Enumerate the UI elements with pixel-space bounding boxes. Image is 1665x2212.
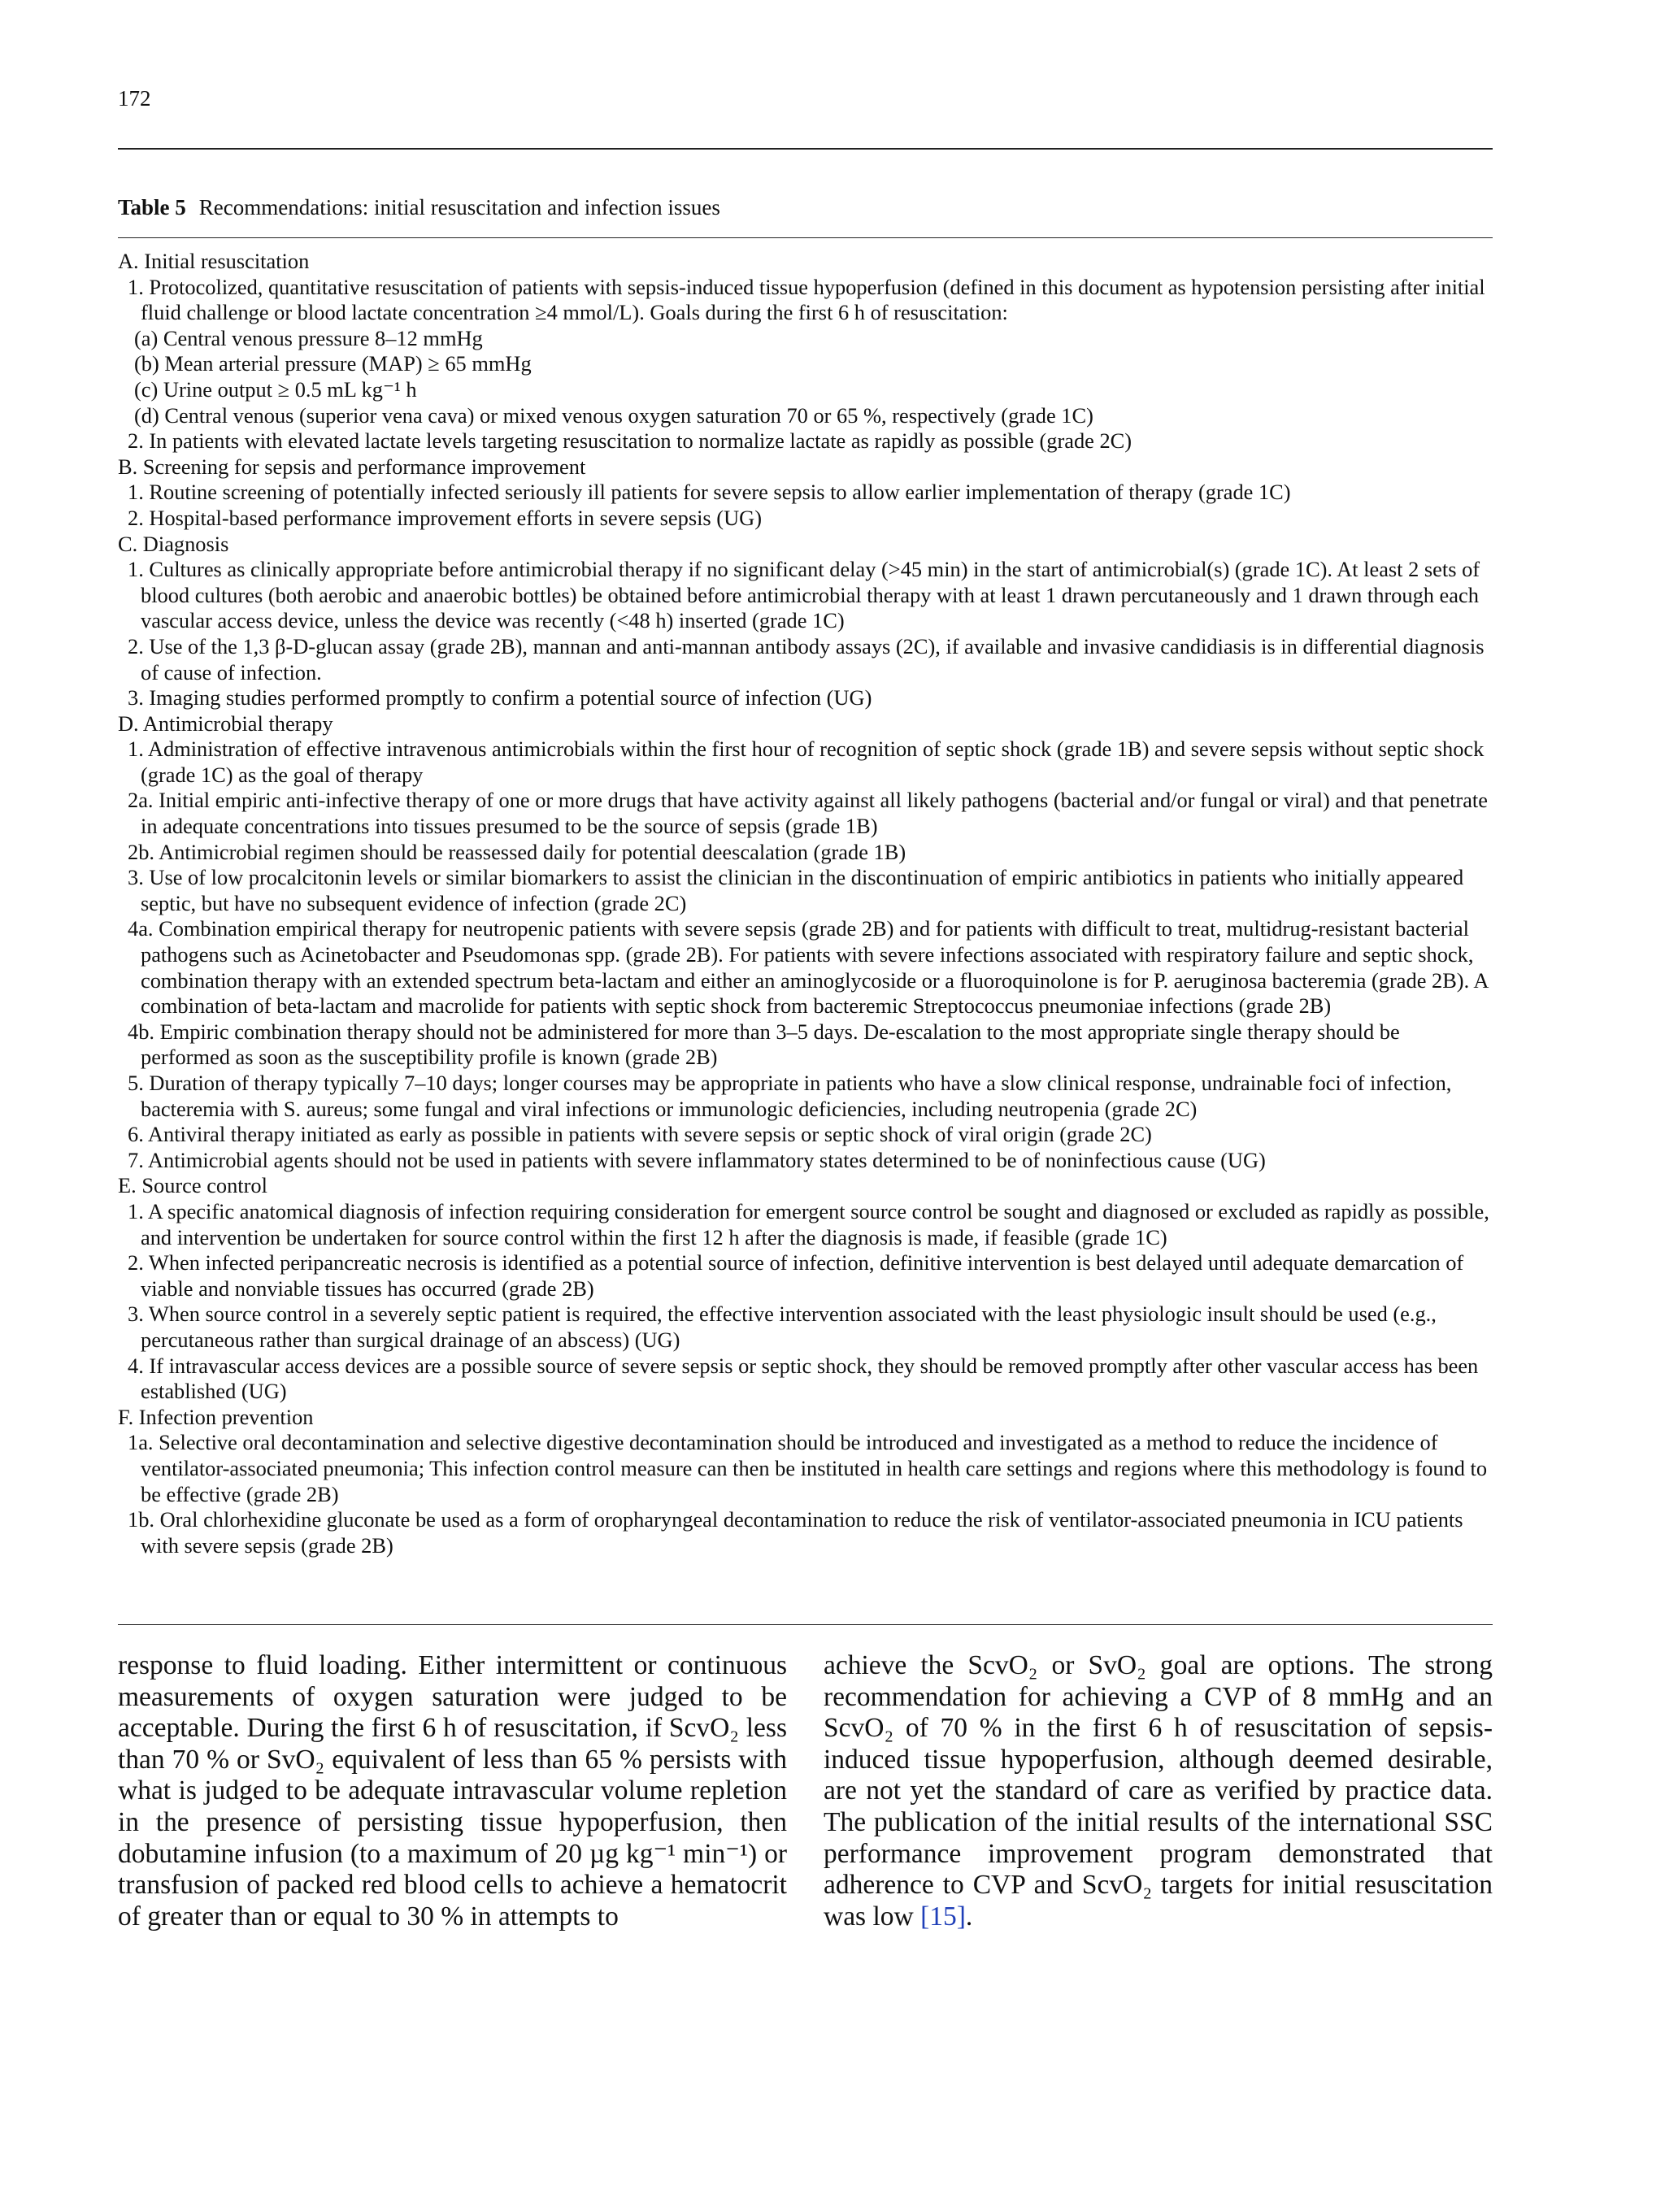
table-item: 2. When infected peripancreatic necrosis is identified as a potential source of infection, definitive intervention is best delayed until adequate demarcation of viable and nonviable tissues has occurred (grade 2B)	[128, 1250, 1464, 1301]
table-item: 2. In patients with elevated lactate levels targeting resuscitation to normalize lactate as rapidly as possible (grade 2C)	[128, 428, 1132, 454]
section-heading: C. Diagnosis	[118, 531, 229, 556]
table-item: 2b. Antimicrobial regimen should be reassessed daily for potential deescalation (grade 1B)	[128, 839, 906, 864]
table-item: 1b. Oral chlorhexidine gluconate be used as a form of oropharyngeal decontamination to reduce the risk of ventilator-associated pneumonia in ICU patients with severe sepsis (grade 2B)	[128, 1507, 1463, 1558]
left-column: response to fluid loading. Either intermittent or continuous measurements of oxygen saturation were judged to be acceptable. During the first 6 h of resuscitation, if ScvO₂ less than 70 % or SvO₂ equivalent of less than 65 % persists with what is judged to be adequate intravascular volume repletion in the presence of persisting tissue hypoperfusion, then dobutamine infusion (to a maximum of 20 µg kg⁻¹ min⁻¹) or transfusion of packed red blood cells to achieve a hematocrit of greater than or equal to 30 % in attempts to	[118, 1650, 787, 1932]
table-item: 1. Administration of effective intravenous antimicrobials within the first hour of recognition of septic shock (grade 1B) and severe sepsis without septic shock (grade 1C) as the goal of therapy	[128, 737, 1485, 787]
table-item: 4a. Combination empirical therapy for neutropenic patients with severe sepsis (grade 2B) and for patients with difficult to treat, multidrug-resistant bacterial pathogens such as Acinetobacter and Pseudomonas spp. (grade 2B). For patients with severe infections associated with respiratory failure and septic shock, combination therapy with an extended spectrum beta-lactam and either an aminoglycoside or a fluoroquinolone is for P. aeruginosa bacteremia (grade 2B). A combination of beta-lactam and macrolide for patients with septic shock from bacteremic Streptococcus pneumoniae infections (grade 2B)	[128, 916, 1488, 1019]
table-title: Recommendations: initial resuscitation and infection issues	[198, 195, 720, 219]
body-text	[118, 1650, 1493, 1932]
section-heading: E. Source control	[118, 1173, 267, 1198]
table-top-rule	[118, 237, 1493, 238]
table-item: 4. If intravascular access devices are a possible source of severe sepsis or septic shock, they should be removed promptly after other vascular access has been established (UG)	[128, 1353, 1479, 1404]
table-caption	[118, 195, 720, 220]
table-item: 5. Duration of therapy typically 7–10 days; longer courses may be appropriate in patients who have a slow clinical response, undrainable foci of infection, bacteremia with S. aureus; some fungal and viral infections or immunologic deficiencies, including neutropenia (grade 2C)	[128, 1071, 1452, 1121]
citation-link[interactable]: [15]	[920, 1901, 966, 1932]
table-item: 6. Antiviral therapy initiated as early as possible in patients with severe sepsis or septic shock of viral origin (grade 2C)	[128, 1122, 1152, 1147]
table-bottom-rule	[118, 1624, 1493, 1625]
section-heading: F. Infection prevention	[118, 1404, 314, 1429]
table-item: 7. Antimicrobial agents should not be used in patients with severe inflammatory states determined to be of noninfectious cause (UG)	[128, 1147, 1266, 1172]
right-column: achieve the ScvO₂ or SvO₂ goal are options. The strong recommendation for achieving a CVP of 8 mmHg and an ScvO₂ of 70 % in the first 6 h of resuscitation of sepsis-induced tissue hypoperfusion, although deemed desirable, are not yet the standard of care as verified by practice data. The publication of the initial results of the international SSC performance improvement program demonstrated that adherence to CVP and ScvO₂ targets for initial resuscitation was low [15].	[824, 1650, 1493, 1932]
table-label: Table 5	[118, 195, 186, 219]
header-rule	[118, 148, 1493, 150]
table-item: 2. Hospital-based performance improvement efforts in severe sepsis (UG)	[128, 505, 762, 530]
recommendations-table	[118, 249, 1493, 1558]
table-item: 2a. Initial empiric anti-infective therapy of one or more drugs that have activity against all likely pathogens (bacterial and/or fungal or viral) and that penetrate in adequate concentrations into tissues presumed to be the source of sepsis (grade 1B)	[128, 788, 1488, 839]
table-item: 2. Use of the 1,3 β-D-glucan assay (grade 2B), mannan and anti-mannan antibody assays (2C), if available and invasive candidiasis is in differential diagnosis of cause of infection.	[128, 633, 1485, 684]
table-item: 4b. Empiric combination therapy should not be administered for more than 3–5 days. De-escalation to the most appropriate single therapy should be performed as soon as the susceptibility profile is known (grade 2B)	[128, 1019, 1400, 1070]
table-item: 3. Imaging studies performed promptly to confirm a potential source of infection (UG)	[128, 685, 872, 711]
section-heading: B. Screening for sepsis and performance improvement	[118, 454, 586, 479]
table-item: (b) Mean arterial pressure (MAP) ≥ 65 mmHg	[134, 351, 532, 376]
table-item: 1. Routine screening of potentially infected seriously ill patients for severe sepsis to allow earlier implementation of therapy (grade 1C)	[128, 480, 1291, 505]
table-item: 1. A specific anatomical diagnosis of infection requiring consideration for emergent source control be sought and diagnosed or excluded as rapidly as possible, and intervention be undertaken for source control within the first 12 h after the diagnosis is made, if feasible (grade 1C)	[128, 1198, 1489, 1249]
table-item: 1a. Selective oral decontamination and selective digestive decontamination should be introduced and investigated as a method to reduce the incidence of ventilator-associated pneumonia; This infection control measure can then be instituted in health care settings and regions where this methodology is found to be effective (grade 2B)	[128, 1430, 1488, 1506]
table-item: 3. When source control in a severely septic patient is required, the effective intervention associated with the least physiologic insult should be used (e.g., percutaneous rather than surgical drainage of an abscess) (UG)	[128, 1302, 1437, 1352]
page-number: 172	[118, 86, 151, 111]
table-item: (c) Urine output ≥ 0.5 mL kg⁻¹ h	[134, 376, 417, 402]
table-item: 1. Cultures as clinically appropriate before antimicrobial therapy if no significant delay (>45 min) in the start of antimicrobial(s) (grade 1C). At least 2 sets of blood cultures (both aerobic and anaerobic bottles) be obtained before antimicrobial therapy with at least 1 drawn percutaneously and 1 drawn through each vascular access device, unless the device was recently (<48 h) inserted (grade 1C)	[128, 557, 1480, 633]
table-item: 1. Protocolized, quantitative resuscitation of patients with sepsis-induced tissue hypoperfusion (defined in this document as hypotension persisting after initial fluid challenge or blood lactate concentration ≥4 mmol/L). Goals during the first 6 h of resuscitation:	[128, 274, 1485, 325]
table-item: (a) Central venous pressure 8–12 mmHg	[134, 325, 483, 350]
section-heading: D. Antimicrobial therapy	[118, 711, 333, 736]
section-heading: A. Initial resuscitation	[118, 249, 310, 273]
table-item: (d) Central venous (superior vena cava) or mixed venous oxygen saturation 70 or 65 %, respectively (grade 1C)	[134, 402, 1093, 428]
right-column-text: achieve the ScvO₂ or SvO₂ goal are options. The strong recommendation for achieving a CVP of 8 mmHg and an ScvO₂ of 70 % in the first 6 h of resuscitation of sepsis-induced tissue hypoperfusion, although deemed desirable, are not yet the standard of care as verified by practice data. The publication of the initial results of the international SSC performance improvement program demonstrated that adherence to CVP and ScvO₂ targets for initial resuscitation was low	[824, 1650, 1493, 1932]
table-item: 3. Use of low procalcitonin levels or similar biomarkers to assist the clinician in the discontinuation of empiric antibiotics in patients who initially appeared septic, but have no subsequent evidence of infection (grade 2C)	[128, 865, 1464, 915]
